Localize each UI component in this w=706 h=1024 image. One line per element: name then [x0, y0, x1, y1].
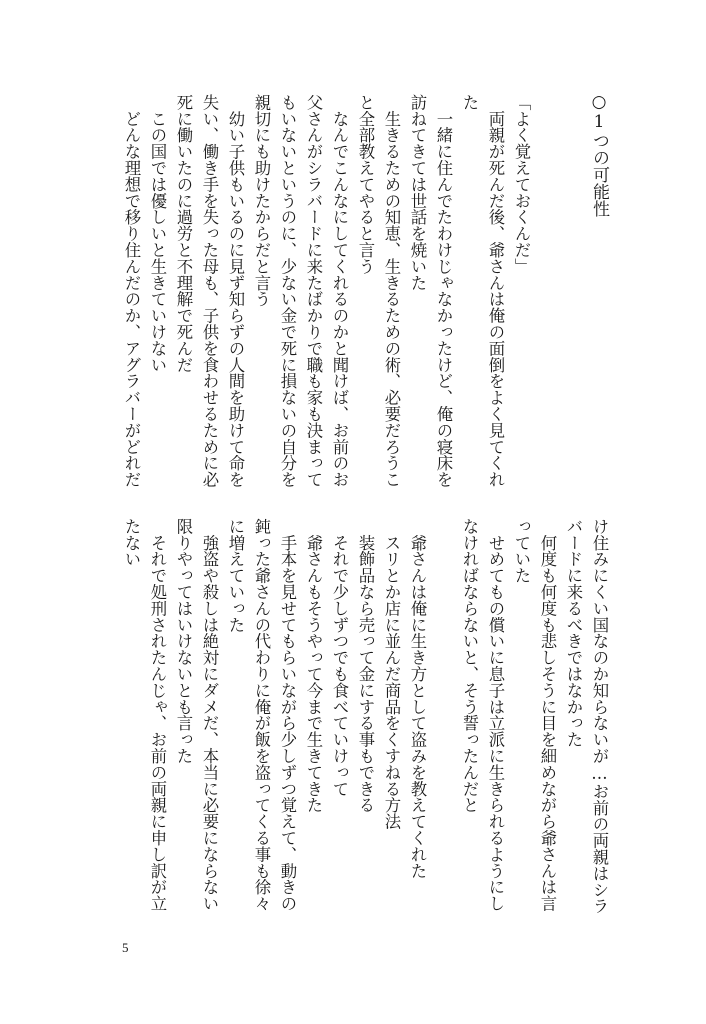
text-line: せめてもの償いに息子は立派に生きられるようにし [486, 518, 505, 912]
text-line: それで少しずつでも食べていけって [330, 518, 349, 797]
text-line: もいないというのに、少ない金で死に損ないの自分を [278, 94, 297, 488]
text-line: 親切にも助けたからだと言う [252, 94, 271, 308]
page-number: 5 [122, 940, 129, 955]
text-line: バードに来るべきではなかった [564, 518, 583, 748]
text-line: 生きるための知恵、生きるための術、必要だろうこ [382, 94, 401, 488]
text-line: なければならないと、そう誓ったんだと [460, 518, 479, 814]
text-line: 一緒に住んでたわけじゃなかったけど、俺の寝床を [434, 94, 453, 488]
text-line: に増えていった [226, 518, 245, 633]
text-line: なんでこんなにしてくれるのかと聞けば、お前のお [330, 94, 349, 488]
text-line: っていた [512, 518, 531, 584]
text-line: 装飾品なら売って金にする事もできる [356, 518, 375, 814]
text-line: た [460, 94, 479, 111]
text-line: 死に働いたのに過労と不理解で死んだ [174, 94, 193, 373]
section-heading: ○1つの可能性 [589, 92, 609, 217]
text-line: 訪ねてきては世話を焼いた [408, 94, 427, 291]
text-line: 限りやってはいけないとも言った [174, 518, 193, 764]
text-line: 失い、働き手を失った母も、子供を食わせるために必 [200, 94, 219, 488]
text-line: 手本を見せてもらいながら少しずつ覚えて、動きの [278, 518, 297, 912]
text-line: 幼い子供もいるのに見ず知らずの人間を助けて命を [226, 94, 245, 488]
text-line: どんな理想で移り住んだのか、アグラバーがどれだ [122, 94, 141, 488]
text-line: 鈍った爺さんの代わりに俺が飯を盗ってくる事も徐々 [252, 518, 271, 912]
text-line: 父さんがシラバードに来たばかりで職も家も決まって [304, 94, 323, 488]
text-line: 強盗や殺しは絶対にダメだ、本当に必要にならない [200, 518, 219, 912]
text-line: 「よく覚えておくんだ」 [512, 94, 531, 275]
text-line: スリとか店に並んだ商品をくすねる方法 [382, 518, 401, 830]
text-line: 何度も何度も悲しそうに目を細めながら爺さんは言 [538, 518, 557, 912]
text-line: この国では優しいと生きていけない [148, 94, 167, 373]
text-line: それで処刑されたんじゃ、お前の両親に申し訳が立 [148, 518, 167, 912]
text-line: たない [122, 518, 141, 568]
text-line: と全部教えてやると言う [356, 94, 375, 275]
text-line: け住みにくい国なのか知らないが…お前の両親はシラ [590, 518, 609, 915]
text-line: 爺さんは俺に生き方として盗みを教えてくれた [408, 518, 427, 879]
text-line: 爺さんもそうやって今まで生きてきた [304, 518, 323, 814]
text-line: 両親が死んだ後、爺さんは俺の面倒をよく見てくれ [486, 94, 505, 488]
